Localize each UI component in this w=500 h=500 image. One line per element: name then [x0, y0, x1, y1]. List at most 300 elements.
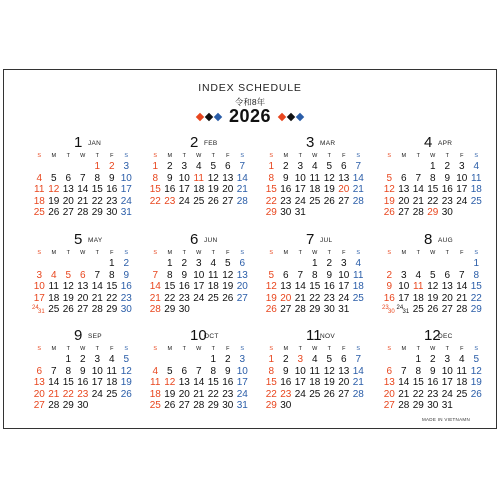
weekday-header: [32, 249, 138, 258]
empty-day-cell: [337, 400, 352, 412]
day-cell: 30: [427, 400, 439, 412]
day-cell: 19: [323, 184, 335, 196]
weekday-label: S: [356, 346, 361, 352]
weekday-label: W: [80, 250, 86, 256]
week-row: [382, 293, 488, 305]
weekday-label: S: [474, 153, 479, 159]
week-row: [32, 161, 138, 173]
day-cell: 22: [309, 292, 321, 304]
day-cell: 3: [340, 258, 347, 269]
empty-day-cell: [76, 161, 91, 173]
weekday-label: F: [110, 250, 114, 256]
day-cell: 25: [48, 304, 60, 316]
weekday-label: M: [283, 153, 289, 159]
day-cell: 21: [77, 195, 89, 207]
day-cell: 16: [178, 281, 190, 293]
day-cell: 11: [193, 172, 204, 184]
day-cell: 11: [309, 172, 320, 184]
weekday-label: S: [124, 250, 129, 256]
day-cell: 21: [456, 292, 468, 304]
day-cell: 23: [178, 292, 190, 304]
week-row: [382, 270, 488, 282]
weekday-label: M: [51, 153, 57, 159]
day-cell: 5: [326, 161, 333, 172]
day-cell: 18: [193, 184, 205, 196]
empty-day-cell: [293, 400, 308, 412]
day-cell: 10: [120, 172, 132, 184]
day-cell: 20: [280, 292, 292, 304]
weekday-label: M: [401, 153, 407, 159]
weekday-header: [148, 345, 254, 354]
day-cell: 5: [210, 161, 217, 172]
day-cell: 22: [149, 195, 161, 207]
week-row: [32, 354, 138, 366]
empty-day-cell: [322, 400, 337, 412]
month-header: [32, 136, 138, 150]
week-row: [32, 184, 138, 196]
week-row: [32, 270, 138, 282]
day-cell: 2: [386, 269, 393, 281]
month-number: 5: [74, 231, 83, 248]
week-row: [264, 377, 370, 389]
day-cell: 22: [427, 195, 439, 207]
stacked-day-cell: 24 31: [396, 305, 410, 316]
day-cell: 17: [441, 377, 453, 389]
week-row: [148, 400, 254, 412]
day-cell: 2: [224, 354, 231, 365]
year-label: 2026: [228, 106, 272, 126]
weekday-header: [382, 249, 488, 258]
day-cell: 25: [149, 400, 161, 412]
day-cell: 8: [415, 365, 422, 377]
day-cell: 26: [62, 304, 74, 316]
weekday-label: T: [445, 250, 449, 256]
week-row: [148, 281, 254, 293]
week-row: [382, 281, 488, 293]
weekday-label: M: [401, 346, 407, 352]
month-name: NOV: [320, 333, 335, 340]
week-row: [32, 196, 138, 208]
day-cell: 10: [178, 172, 190, 184]
empty-day-cell: [76, 258, 91, 270]
day-cell: 25: [352, 292, 364, 304]
weekday-label: S: [356, 250, 361, 256]
day-cell: 22: [412, 388, 424, 400]
empty-day-cell: [47, 354, 62, 366]
empty-day-cell: [105, 400, 120, 412]
day-cell: 15: [309, 281, 321, 293]
day-cell: 7: [152, 269, 159, 281]
empty-day-cell: [322, 207, 337, 219]
empty-day-cell: [455, 400, 470, 412]
day-cell: 31: [338, 304, 350, 316]
month-number: 4: [424, 134, 433, 151]
day-cell: 27: [33, 400, 45, 412]
diamond-ornament-left: [196, 114, 223, 120]
day-cell: 16: [427, 377, 439, 389]
weekday-label: F: [110, 153, 114, 159]
month-name: APR: [438, 140, 453, 147]
day-cell: 25: [470, 195, 482, 207]
day-cell: 16: [383, 292, 395, 304]
day-cell: 4: [50, 269, 57, 281]
weekday-header: [148, 152, 254, 161]
day-cell: 24: [91, 388, 103, 400]
day-cell: 18: [309, 184, 321, 196]
stacked-day-cell: 24 31: [32, 305, 45, 316]
weekday-label: S: [37, 250, 42, 256]
month-block-jun: [148, 233, 254, 315]
day-cell: 9: [166, 172, 173, 184]
day-cell: 12: [383, 184, 395, 196]
month-block-jan: [32, 136, 138, 218]
day-cell: 17: [236, 377, 248, 389]
day-cell: 15: [62, 377, 74, 389]
day-cell: 7: [355, 161, 362, 172]
empty-day-cell: [293, 258, 308, 270]
month-header: [264, 329, 370, 343]
day-cell: 6: [65, 172, 72, 184]
week-row: [264, 354, 370, 366]
week-row: [382, 173, 488, 185]
day-cell: 2: [282, 161, 289, 172]
day-cell: 7: [400, 365, 407, 377]
day-cell: 1: [210, 354, 217, 365]
day-cell: 21: [149, 292, 161, 304]
month-block-sep: [32, 329, 138, 411]
day-cell: 27: [236, 292, 248, 304]
weekday-label: T: [327, 153, 331, 159]
day-cell: 30: [280, 207, 292, 219]
month-header: [382, 136, 488, 150]
week-row: [264, 366, 370, 378]
day-cell: 22: [265, 388, 277, 400]
weekday-label: T: [66, 346, 70, 352]
day-cell: 15: [265, 184, 277, 196]
weekday-label: F: [110, 346, 114, 352]
day-cell: 4: [36, 172, 43, 184]
day-cell: 25: [193, 195, 205, 207]
day-cell: 26: [222, 292, 234, 304]
day-cell: 19: [470, 377, 482, 389]
day-cell: 3: [297, 161, 304, 172]
day-cell: 28: [193, 400, 205, 412]
day-cell: 14: [352, 172, 364, 184]
day-cell: 3: [123, 161, 130, 172]
month-block-mar: [264, 136, 370, 218]
day-cell: 9: [181, 269, 188, 281]
day-cell: 8: [108, 269, 115, 281]
day-cell: 26: [470, 388, 482, 400]
day-grid: [32, 249, 138, 316]
day-cell: 5: [123, 354, 130, 365]
month-block-nov: [264, 329, 370, 411]
empty-day-cell: [337, 207, 352, 219]
day-cell: 6: [400, 172, 407, 184]
month-header: [148, 329, 254, 343]
day-cell: 27: [77, 304, 89, 316]
day-cell: 3: [195, 258, 202, 269]
empty-day-cell: [192, 304, 207, 316]
day-cell: 14: [91, 281, 103, 293]
day-cell: 26: [383, 207, 395, 219]
day-cell: 18: [352, 281, 364, 293]
day-cell: 16: [106, 184, 118, 196]
day-grid: [32, 152, 138, 219]
week-row: [264, 400, 370, 412]
empty-day-cell: [148, 354, 163, 366]
day-cell: 5: [166, 365, 173, 377]
day-cell: 7: [239, 161, 246, 172]
weekday-label: T: [95, 250, 99, 256]
week-row: [264, 304, 370, 316]
day-cell: 31: [441, 400, 453, 412]
weekday-label: F: [226, 250, 230, 256]
day-cell: 22: [62, 388, 74, 400]
week-row: [148, 377, 254, 389]
weekday-label: S: [387, 250, 392, 256]
day-cell: 27: [398, 207, 410, 219]
day-cell: 27: [338, 388, 350, 400]
day-cell: 14: [77, 184, 89, 196]
day-cell: 9: [326, 269, 333, 281]
month-header: [32, 329, 138, 343]
weekday-label: T: [416, 346, 420, 352]
day-cell: 31: [120, 207, 132, 219]
day-cell: 14: [456, 281, 468, 293]
day-cell: 3: [36, 269, 43, 281]
day-grid: [382, 345, 488, 412]
month-name: MAR: [320, 140, 336, 147]
day-cell: 8: [473, 269, 480, 281]
day-cell: 25: [207, 292, 219, 304]
day-cell: 2: [166, 161, 173, 172]
week-row: [32, 173, 138, 185]
day-cell: 1: [311, 258, 318, 269]
weekday-label: T: [66, 250, 70, 256]
week-row: [382, 207, 488, 219]
weekday-header: [32, 152, 138, 161]
month-header: [264, 136, 370, 150]
day-cell: 1: [108, 258, 115, 269]
weekday-label: F: [460, 346, 464, 352]
day-cell: 16: [164, 184, 176, 196]
day-cell: 8: [429, 172, 436, 184]
day-cell: 19: [427, 292, 439, 304]
day-cell: 8: [311, 269, 318, 281]
day-cell: 20: [33, 388, 45, 400]
weekday-label: W: [312, 153, 318, 159]
day-cell: 5: [268, 269, 275, 281]
day-cell: 23: [120, 292, 132, 304]
weekday-label: T: [182, 250, 186, 256]
weekday-label: W: [80, 346, 86, 352]
day-cell: 10: [294, 365, 306, 377]
day-cell: 8: [94, 172, 101, 184]
week-row: [148, 173, 254, 185]
day-cell: 10: [193, 269, 205, 281]
day-cell: 17: [193, 281, 205, 293]
day-cell: 28: [352, 195, 364, 207]
day-cell: 12: [222, 269, 234, 281]
day-cell: 30: [441, 207, 453, 219]
day-cell: 24: [294, 195, 306, 207]
month-block-feb: [148, 136, 254, 218]
weekday-header: [148, 249, 254, 258]
empty-day-cell: [279, 258, 294, 270]
day-cell: 20: [398, 195, 410, 207]
day-cell: 30: [323, 304, 335, 316]
day-cell: 14: [236, 172, 248, 184]
day-cell: 19: [120, 377, 132, 389]
day-cell: 19: [164, 388, 176, 400]
weekday-label: S: [269, 153, 274, 159]
day-cell: 11: [106, 365, 117, 377]
empty-day-cell: [382, 354, 397, 366]
day-cell: 28: [91, 304, 103, 316]
day-cell: 26: [207, 195, 219, 207]
day-cell: 11: [353, 269, 364, 281]
day-cell: 20: [178, 388, 190, 400]
day-cell: 11: [471, 172, 482, 184]
empty-day-cell: [351, 304, 366, 316]
weekday-label: T: [327, 250, 331, 256]
day-cell: 17: [33, 292, 45, 304]
weekday-label: S: [240, 346, 245, 352]
weekday-label: S: [240, 250, 245, 256]
month-header: [32, 233, 138, 247]
weekday-label: S: [269, 250, 274, 256]
day-cell: 22: [164, 292, 176, 304]
day-cell: 13: [62, 184, 74, 196]
day-cell: 28: [294, 304, 306, 316]
week-row: [32, 258, 138, 270]
weekday-label: T: [66, 153, 70, 159]
day-cell: 28: [149, 304, 161, 316]
day-cell: 6: [239, 258, 246, 269]
weekday-label: W: [196, 153, 202, 159]
day-cell: 15: [412, 377, 424, 389]
month-name: JUL: [320, 237, 333, 244]
weekday-label: S: [153, 153, 158, 159]
day-cell: 31: [294, 207, 306, 219]
day-cell: 12: [470, 365, 482, 377]
day-cell: 10: [338, 269, 350, 281]
month-name: SEP: [88, 333, 102, 340]
day-cell: 13: [398, 184, 410, 196]
day-cell: 8: [166, 269, 173, 281]
day-cell: 29: [309, 304, 321, 316]
week-row: [148, 293, 254, 305]
day-cell: 4: [210, 258, 217, 269]
month-name: FEB: [204, 140, 218, 147]
day-cell: 14: [48, 377, 60, 389]
empty-day-cell: [32, 161, 47, 173]
day-cell: 27: [383, 400, 395, 412]
empty-day-cell: [47, 161, 62, 173]
empty-day-cell: [163, 354, 178, 366]
day-cell: 11: [150, 377, 161, 389]
day-cell: 28: [412, 207, 424, 219]
weekday-label: T: [298, 250, 302, 256]
empty-day-cell: [47, 258, 62, 270]
empty-day-cell: [411, 258, 426, 270]
weekday-label: S: [153, 346, 158, 352]
week-row: [148, 354, 254, 366]
day-cell: 24: [338, 292, 350, 304]
month-number: 9: [74, 327, 83, 344]
weekday-label: F: [460, 153, 464, 159]
day-cell: 28: [352, 388, 364, 400]
day-cell: 9: [123, 269, 130, 281]
day-cell: 23: [106, 195, 118, 207]
day-cell: 23: [164, 195, 176, 207]
weekday-label: W: [430, 346, 436, 352]
weekday-label: W: [196, 346, 202, 352]
weekday-label: F: [342, 346, 346, 352]
day-cell: 15: [470, 281, 482, 293]
weekday-label: T: [416, 153, 420, 159]
day-cell: 15: [91, 184, 103, 196]
weekday-label: M: [167, 346, 173, 352]
week-row: [32, 389, 138, 401]
day-cell: 8: [268, 172, 275, 184]
day-cell: 7: [50, 365, 57, 377]
day-cell: 23: [441, 195, 453, 207]
day-cell: 16: [441, 184, 453, 196]
day-cell: 10: [33, 281, 45, 293]
day-cell: 2: [282, 354, 289, 365]
day-cell: 9: [429, 365, 436, 377]
day-cell: 27: [338, 195, 350, 207]
day-cell: 4: [108, 354, 115, 365]
weekday-label: F: [226, 153, 230, 159]
empty-day-cell: [308, 207, 323, 219]
day-cell: 3: [444, 354, 451, 365]
day-cell: 16: [77, 377, 89, 389]
month-number: 8: [424, 231, 433, 248]
day-cell: 21: [236, 184, 248, 196]
day-cell: 17: [178, 184, 190, 196]
day-cell: 18: [48, 292, 60, 304]
day-grid: [264, 152, 370, 219]
weekday-header: [264, 249, 370, 258]
week-row: [32, 281, 138, 293]
day-cell: 12: [62, 281, 74, 293]
day-cell: 6: [36, 365, 43, 377]
month-block-dec: [382, 329, 488, 411]
day-cell: 6: [444, 269, 451, 281]
day-cell: 25: [456, 388, 468, 400]
weekday-label: T: [182, 153, 186, 159]
day-cell: 18: [456, 377, 468, 389]
weekday-label: S: [269, 346, 274, 352]
day-cell: 23: [280, 388, 292, 400]
week-row: [32, 400, 138, 412]
day-cell: 5: [386, 172, 393, 184]
day-cell: 3: [297, 354, 304, 365]
month-block-jul: [264, 233, 370, 315]
day-cell: 28: [456, 304, 468, 316]
day-cell: 11: [208, 269, 219, 281]
day-cell: 13: [222, 172, 234, 184]
day-cell: 19: [265, 292, 277, 304]
day-cell: 5: [224, 258, 231, 269]
day-cell: 13: [383, 377, 395, 389]
month-name: AUG: [438, 237, 453, 244]
day-cell: 20: [338, 184, 350, 196]
day-cell: 11: [413, 281, 424, 293]
